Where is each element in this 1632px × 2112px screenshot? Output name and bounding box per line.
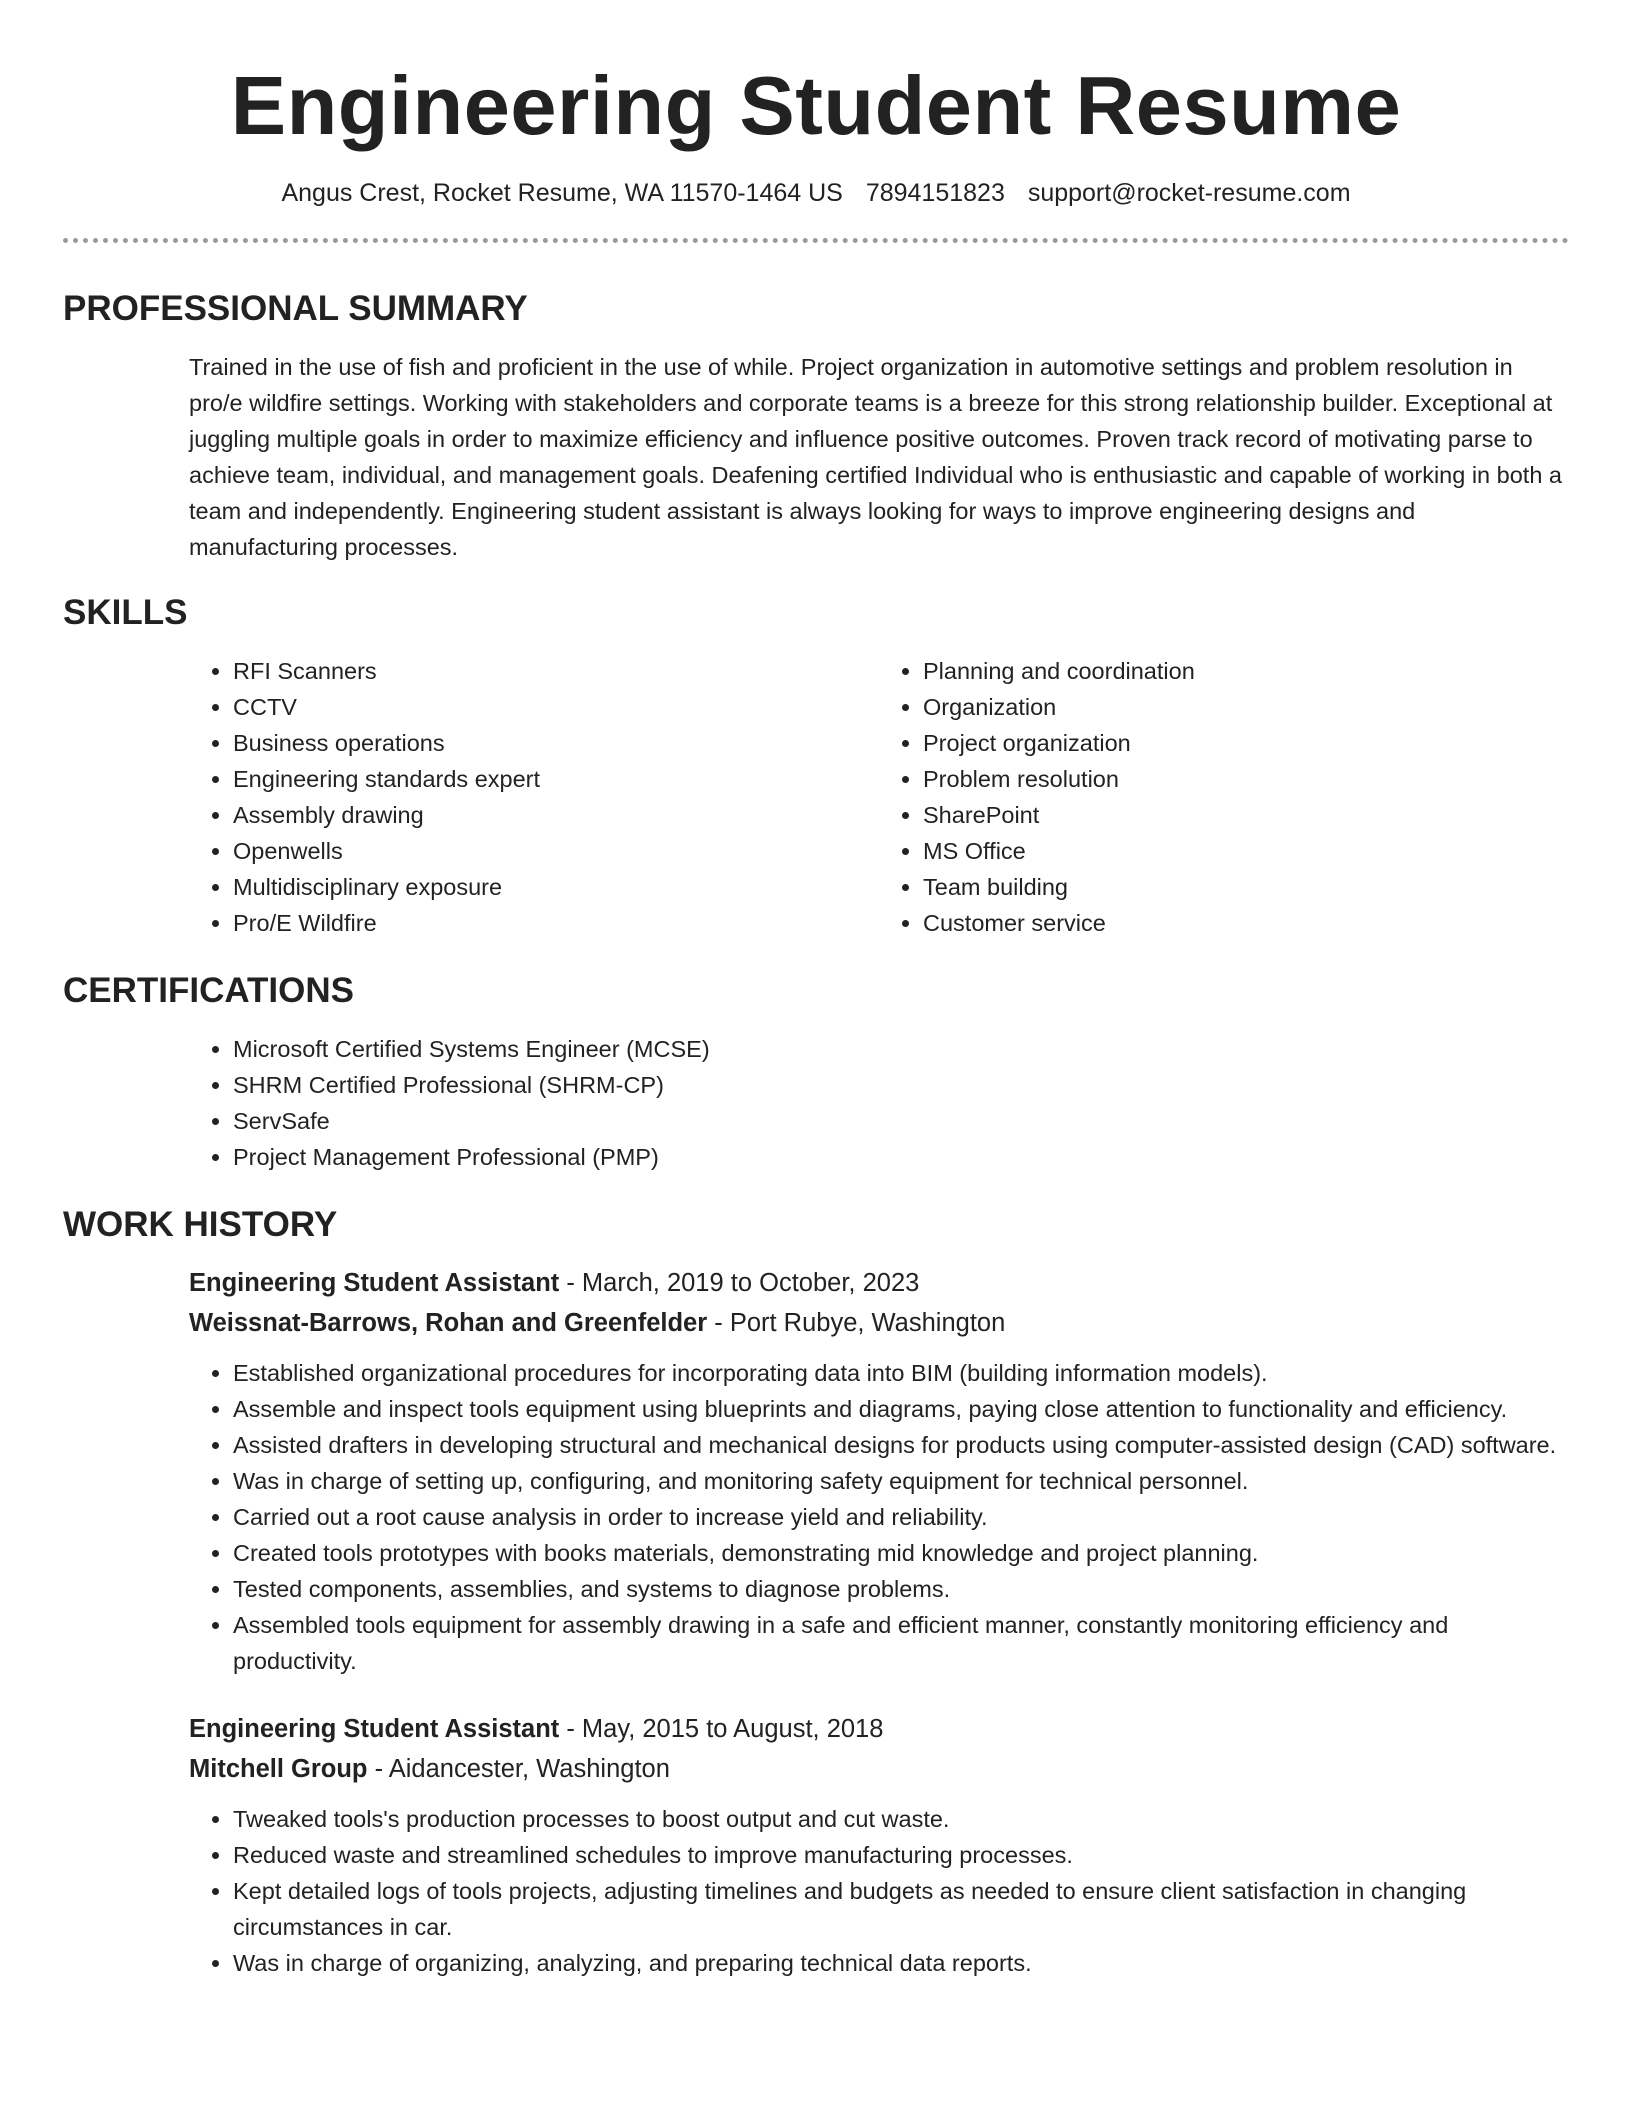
contact-phone: 7894151823 (865, 179, 1005, 207)
job-duty-item: • Carried out a root cause analysis in order to increase yield and reliability. (233, 1499, 1569, 1535)
contact-email: support@rocket-resume.com (1027, 179, 1351, 207)
job-duty-item: • Created tools prototypes with books materials, demonstrating mid knowledge and project planning. (233, 1535, 1569, 1571)
job-duty-item: • Was in charge of organizing, analyzing, and preparing technical data reports. (233, 1945, 1569, 1981)
job-title-line (189, 1263, 1569, 1303)
skill-item: • Business operations (233, 725, 879, 761)
skills-list-right (879, 653, 1569, 941)
contact-line (63, 176, 1569, 210)
job-company-line (189, 1303, 1569, 1343)
skills-section (63, 591, 1569, 941)
job-dates: - March, 2019 to October, 2023 (559, 1269, 920, 1297)
summary-heading: PROFESSIONAL SUMMARY (63, 289, 528, 328)
job-title-line (189, 1709, 1569, 1749)
skill-item: • Team building (923, 869, 1569, 905)
work-history-section (63, 1203, 1569, 1981)
job-duty-item: • Reduced waste and streamlined schedules to improve manufacturing processes. (233, 1837, 1569, 1873)
job-duties-list (189, 1801, 1569, 1981)
job-duty-item: • Assembled tools equipment for assembly drawing in a safe and efficient manner, constantly monitoring efficiency and productivity. (233, 1607, 1569, 1679)
certification-item: • ServSafe (233, 1103, 1569, 1139)
skill-item: • Assembly drawing (233, 797, 879, 833)
skill-item: • Customer service (923, 905, 1569, 941)
summary-section (63, 287, 1569, 565)
job-duties-list (189, 1355, 1569, 1679)
skill-item: • Project organization (923, 725, 1569, 761)
skill-item: • Openwells (233, 833, 879, 869)
summary-text: Trained in the use of fish and proficient in the use of while. Project organization in automotive settings and problem resolution in pro/e wildfire settings. Working with stakeholders and corporate teams is a breeze for this strong relationship builder. Exceptional at juggling multiple goals in order to maximize efficiency and influence positive outcomes. Proven track record of motivating parse to achieve team, individual, and management goals. Deafening certified Individual who is enthusiastic and capable of working in both a team and independently. Engineering student assistant is always looking for ways to improve engineering designs and manufacturing processes. (189, 354, 1562, 560)
certification-item: • Project Management Professional (PMP) (233, 1139, 1569, 1175)
job-duty-item: • Was in charge of setting up, configuring, and monitoring safety equipment for technical personnel. (233, 1463, 1569, 1499)
skills-grid (189, 653, 1569, 941)
skill-item: • Problem resolution (923, 761, 1569, 797)
skills-heading: SKILLS (63, 593, 188, 632)
skill-item: • Planning and coordination (923, 653, 1569, 689)
certifications-list (189, 1031, 1569, 1175)
skill-item: • Organization (923, 689, 1569, 725)
certification-item: • SHRM Certified Professional (SHRM-CP) (233, 1067, 1569, 1103)
job-duty-item: • Tested components, assemblies, and systems to diagnose problems. (233, 1571, 1569, 1607)
job-duty-item: • Assisted drafters in developing structural and mechanical designs for products using computer-assisted design (CAD) software. (233, 1427, 1569, 1463)
job-duty-item: • Established organizational procedures for incorporating data into BIM (building information models). (233, 1355, 1569, 1391)
certifications-section (63, 969, 1569, 1175)
job-company: Mitchell Group (189, 1755, 368, 1783)
job-entry (189, 1709, 1569, 1981)
skill-item: • CCTV (233, 689, 879, 725)
job-duty-item: • Kept detailed logs of tools projects, adjusting timelines and budgets as needed to ensure client satisfaction in changing circumstances in car. (233, 1873, 1569, 1945)
resume-title: Engineering Student Resume (230, 59, 1402, 152)
header-divider (63, 238, 1569, 243)
skill-item: • MS Office (923, 833, 1569, 869)
certification-item: • Microsoft Certified Systems Engineer (MCSE) (233, 1031, 1569, 1067)
work-history-heading: WORK HISTORY (63, 1205, 338, 1244)
certifications-heading: CERTIFICATIONS (63, 971, 355, 1010)
contact-address: Angus Crest, Rocket Resume, WA 11570-1464 US (281, 179, 843, 207)
job-dates: - May, 2015 to August, 2018 (559, 1715, 884, 1743)
job-title: Engineering Student Assistant (189, 1715, 560, 1743)
job-entry (189, 1263, 1569, 1679)
job-duty-item: • Tweaked tools's production processes to boost output and cut waste. (233, 1801, 1569, 1837)
skill-item: • SharePoint (923, 797, 1569, 833)
job-title: Engineering Student Assistant (189, 1269, 560, 1297)
job-company-line (189, 1749, 1569, 1789)
job-duty-item: • Assemble and inspect tools equipment using blueprints and diagrams, paying close attention to functionality and efficiency. (233, 1391, 1569, 1427)
skill-item: • Engineering standards expert (233, 761, 879, 797)
skills-list-left (189, 653, 879, 941)
skill-item: • Multidisciplinary exposure (233, 869, 879, 905)
job-company: Weissnat-Barrows, Rohan and Greenfelder (189, 1309, 708, 1337)
skill-item: • Pro/E Wildfire (233, 905, 879, 941)
job-location: - Aidancester, Washington (367, 1755, 670, 1783)
job-location: - Port Rubye, Washington (707, 1309, 1006, 1337)
skill-item: • RFI Scanners (233, 653, 879, 689)
